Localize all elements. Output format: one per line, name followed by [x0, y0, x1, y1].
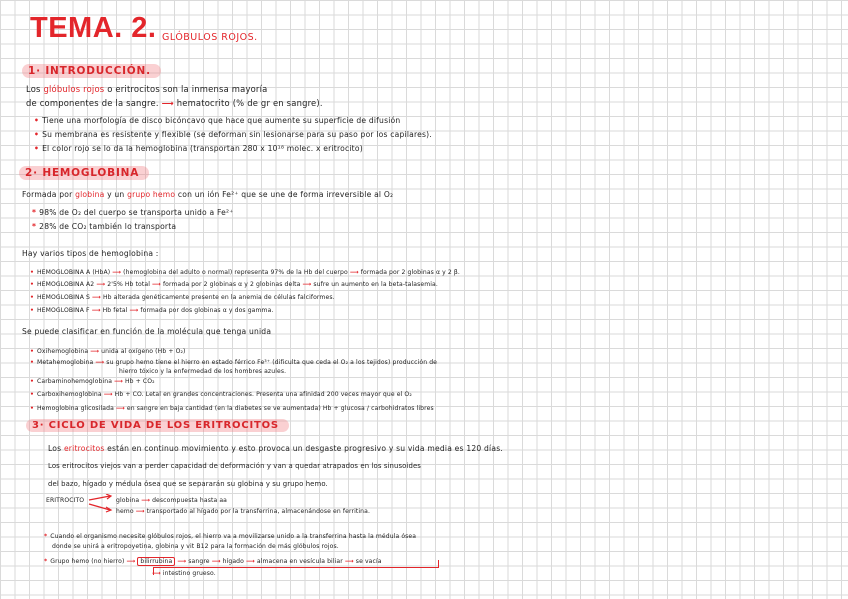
pathway-start: Grupo hemo (no hierro)	[50, 558, 125, 565]
formed-text-b: y un	[107, 190, 125, 199]
class-desc: su grupo hemo tiene el hierro en estado férrico Fe³⁺ (dificulta que ceda el O₂ a los tejidos) producción de	[106, 359, 438, 366]
class-name: Hemoglobina glicosilada	[37, 405, 114, 412]
intro-text-line2: de componentes de la sangre.	[26, 98, 159, 108]
type-desc: (hemoglobina del adulto o normal) representa 97% de la Hb del cuerpo	[123, 269, 348, 276]
arrow-icon: ⟶	[96, 281, 106, 288]
arrow-icon: ⟶	[91, 307, 101, 314]
type-item-a2	[30, 281, 438, 288]
class-name: Oxihemoglobina	[37, 348, 89, 355]
arrow-icon: ⟶	[152, 281, 161, 288]
intro-text-red: glóbulos rojos	[43, 84, 105, 94]
type-desc: 2'5% Hb total	[107, 281, 150, 288]
formed-text-globina: globina	[75, 190, 105, 199]
bullet-icon: •	[30, 307, 34, 314]
type-item-hba	[30, 269, 460, 276]
note-1b: donde se unirá a eritropoyetina, globina y vit B12 para la formación de más glóbulos rojos.	[52, 543, 339, 550]
type-name: HEMOGLOBINA F	[37, 307, 90, 314]
arrow-icon: ⟶	[152, 570, 161, 577]
arrow-icon: ⟶	[90, 348, 100, 355]
type-name: HEMOGLOBINA S	[37, 294, 90, 301]
hemo-label: hemo	[116, 508, 134, 515]
intestino-row	[152, 570, 216, 577]
formed-text-grupo-hemo: grupo hemo	[127, 190, 176, 199]
intro-line-1	[26, 84, 267, 94]
bullet-icon: •	[30, 269, 34, 276]
arrow-icon: ⟶	[129, 307, 139, 314]
hemo-row	[116, 508, 370, 515]
section-heading-ciclo: 3· CICLO DE VIDA DE LOS ERITROCITOS	[26, 419, 289, 432]
pathway-higado: hígado	[222, 558, 244, 565]
star-icon: *	[32, 222, 37, 231]
bullet-icon: •	[34, 130, 40, 139]
arrow-icon: ⟶	[141, 497, 151, 504]
note-1	[44, 533, 416, 540]
class-desc: Hb + CO. Letal en grandes concentraciones. Presenta una afinidad 200 veces mayor que el O₂	[114, 391, 412, 398]
type-extra: formada por 2 globinas α y 2 globinas delta	[162, 281, 301, 288]
section-heading-introduction: 1· INTRODUCCIÓN.	[22, 64, 161, 78]
star-icon: *	[44, 533, 48, 540]
cycle-line-3: del bazo, hígado y médula ósea que se separarán su globina y su grupo hemo.	[48, 480, 328, 488]
class-item-carboxi	[30, 391, 412, 398]
types-intro: Hay varios tipos de hemoglobina :	[22, 249, 159, 258]
section-heading-hemoglobina: 2· HEMOGLOBINA	[19, 166, 149, 180]
loop-line-top	[153, 567, 439, 568]
type-extra: formada por 2 globinas α y 2 β.	[360, 269, 460, 276]
arrow-icon: ⟶	[126, 558, 136, 565]
arrow-icon: ⟶	[302, 281, 312, 288]
star-icon: *	[44, 558, 48, 565]
class-name: Carboxihemoglobina	[37, 391, 102, 398]
star-icon: *	[32, 208, 37, 217]
star-item-1	[32, 208, 233, 217]
globina-row	[116, 497, 227, 504]
bullet-icon: •	[34, 116, 40, 125]
bullet-icon: •	[30, 359, 34, 366]
bullet-icon: •	[30, 281, 34, 288]
arrow-icon: ⟶	[114, 378, 123, 385]
type-item-s	[30, 294, 335, 301]
bullet-icon: •	[30, 294, 34, 301]
bullet-icon: •	[30, 391, 34, 398]
type-extra: formada por dos globinas α y dos gamma.	[140, 307, 274, 314]
split-arrows	[88, 494, 114, 516]
star-text: 98% de O₂ del cuerpo se transporta unido a Fe²⁺	[39, 208, 234, 217]
arrow-icon: ⟶	[177, 558, 187, 565]
intro-text-a: Los	[26, 84, 41, 94]
class-item-meta-line2: hierro tóxico y la enfermedad de los hombres azules.	[119, 368, 287, 375]
class-item-glicosilada	[30, 405, 434, 412]
page-subtitle: GLÓBULOS ROJOS.	[162, 32, 258, 43]
class-name: Carbaminohemoglobina	[37, 378, 113, 385]
eritrocito-label: ERITROCITO	[46, 497, 85, 504]
arrow-icon: ⟶	[135, 508, 145, 515]
intro-text-b: o eritrocitos son la inmensa mayoría	[107, 84, 268, 94]
page-title: TEMA. 2.	[30, 12, 157, 44]
pathway-sangre: sangre	[188, 558, 210, 565]
formed-text-c: con un ión Fe²⁺ que se une de forma irreversible al O₂	[177, 190, 394, 199]
arrow-icon: ⟶	[103, 391, 113, 398]
cycle-line-1	[48, 444, 503, 453]
hemo-desc: transportado al hígado por la transferrina, almacenándose en ferritina.	[146, 508, 371, 515]
type-desc: Hb alterada genéticamente presente en la anemia de células falciformes.	[102, 294, 335, 301]
bullet-icon: •	[30, 348, 34, 355]
globina-label: globina	[116, 497, 140, 504]
classify-intro: Se puede clasificar en función de la molécula que tenga unida	[22, 327, 272, 336]
bullet-text: Su membrana es resistente y flexible (se deforman sin lesionarse para su paso por los capilares).	[42, 130, 432, 139]
cycle-text-a: Los	[48, 444, 62, 453]
class-item-meta	[30, 359, 437, 366]
hemoglobin-formed-line	[22, 190, 393, 199]
loop-line-right	[438, 560, 439, 568]
arrow-icon: ⟶	[344, 558, 354, 565]
type-name: HEMOGLOBINA A2	[37, 281, 95, 288]
intro-bullet-3	[34, 144, 363, 153]
arrow-icon: ⟶	[211, 558, 221, 565]
intro-line-2	[26, 98, 323, 108]
class-desc: en sangre en baja cantidad (en la diabetes se ve aumentada) Hb + glucosa / carbohidratos libres	[126, 405, 434, 412]
bullet-text: El color rojo se lo da la hemoglobina (transportan 280 x 10¹⁸ molec. x eritrocito)	[42, 144, 363, 153]
arrow-icon: ⟶	[246, 558, 255, 565]
heme-pathway	[44, 558, 382, 565]
arrow-icon: ⟶	[112, 269, 122, 276]
bullet-text: Tiene una morfología de disco bicóncavo que hace que aumente su superficie de difusión	[42, 116, 401, 125]
bilirrubina-box: bilirrubina	[137, 557, 175, 566]
class-desc: unida al oxígeno (Hb + O₂)	[101, 348, 186, 355]
pathway-almacena: almacena en vesícula biliar	[256, 558, 343, 565]
formed-text-a: Formada por	[22, 190, 73, 199]
type-name: HEMOGLOBINA A (HbA)	[37, 269, 111, 276]
bullet-icon: •	[34, 144, 40, 153]
type-extra2: sufre un aumento en la beta-talasemia.	[313, 281, 438, 288]
class-desc: Hb + CO₂	[124, 378, 155, 385]
cycle-line-2: Los eritrocitos viejos van a perder capacidad de deformación y van a quedar atrapados en los sinusoides	[48, 462, 421, 470]
star-item-2	[32, 222, 176, 231]
class-item-carbamino	[30, 378, 155, 385]
cycle-text-b: están en continuo movimiento y esto provoca un desgaste progresivo y su vida media es 120 días.	[107, 444, 503, 453]
class-item-oxi	[30, 348, 186, 355]
star-text: 28% de CO₂ también lo transporta	[39, 222, 177, 231]
type-desc: Hb fetal	[102, 307, 128, 314]
arrow-icon: ⟶	[95, 359, 105, 366]
bullet-icon: •	[30, 378, 34, 385]
type-item-f	[30, 307, 273, 314]
intro-arrow-text: hematocrito (% de gr en sangre).	[176, 98, 323, 108]
intro-bullet-1	[34, 116, 400, 125]
arrow-icon: ⟶	[92, 294, 101, 301]
globina-desc: descompuesta hasta aa	[152, 497, 228, 504]
note-1-text: Cuando el organismo necesite glóbulos rojos, el hierro va a movilizarse unido a la transferrina hasta la médula ósea	[50, 533, 417, 540]
class-name: Metahemoglobina	[37, 359, 94, 366]
split-arrow-icon	[88, 494, 114, 516]
pathway-se-vacia: se vacía	[355, 558, 382, 565]
arrow-icon: ⟶	[349, 269, 359, 276]
bullet-icon: •	[30, 405, 34, 412]
arrow-icon: ⟶	[161, 98, 174, 108]
cycle-text-eritrocitos: eritrocitos	[63, 444, 105, 453]
intestino-label: intestino grueso.	[162, 570, 216, 577]
intro-bullet-2	[34, 130, 432, 139]
arrow-icon: ⟶	[115, 405, 125, 412]
